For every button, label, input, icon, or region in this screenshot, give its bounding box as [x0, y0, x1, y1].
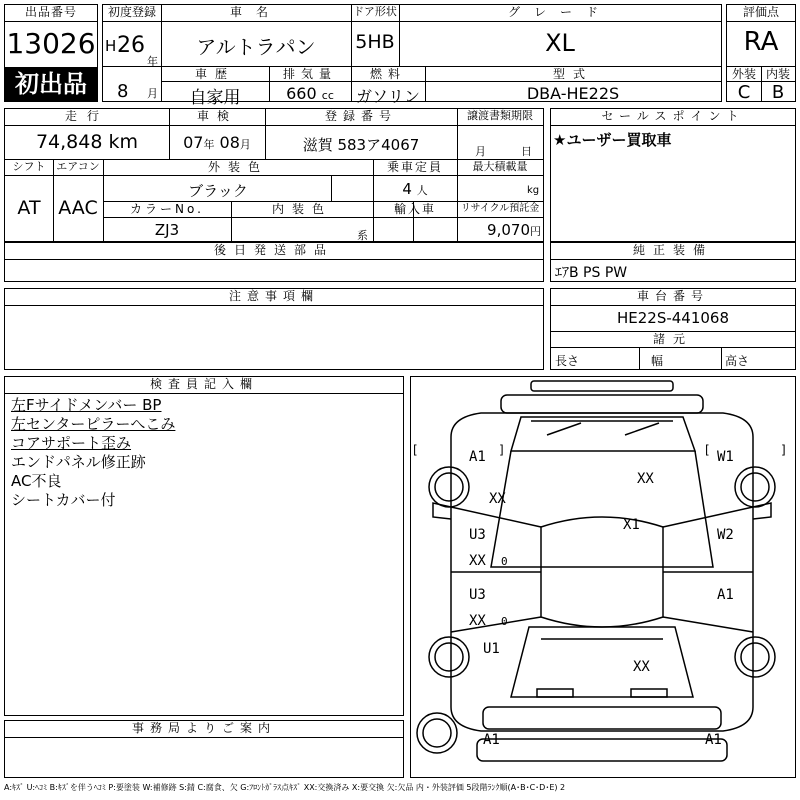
int-eval-label: 内装	[765, 67, 790, 81]
door-shape: 5HB	[355, 31, 395, 53]
capacity-unit: 人	[416, 184, 428, 197]
damage-front-left: A1	[469, 449, 486, 465]
air-conditioner: AAC	[58, 197, 98, 219]
inspector-label: 検査員記入欄	[149, 377, 258, 391]
damage-rear-right: A1	[705, 732, 722, 748]
mileage-value: 74,848	[35, 131, 103, 153]
int-color-unit: 系	[357, 229, 368, 242]
sales-point-box	[550, 108, 796, 242]
lot-number: 13026	[6, 27, 96, 60]
era: H	[105, 37, 117, 55]
inspector-note: エンドパネル修正跡	[11, 453, 146, 471]
grade-label: グレード	[507, 5, 612, 19]
ext-eval-label: 外装	[731, 67, 756, 81]
first-reg-label: 初度登録	[107, 5, 156, 19]
fuel-label: 燃料	[369, 67, 406, 81]
car-outline-drawing	[411, 377, 795, 777]
first-reg-month: 8	[117, 81, 129, 102]
displacement	[269, 84, 351, 103]
vehicle-header-box	[102, 4, 722, 108]
int-color-label: 内装色	[271, 202, 332, 216]
max-load-label: 最大積載量	[472, 160, 528, 173]
first-reg-year: 26	[117, 33, 145, 58]
equipment-label: 純正装備	[632, 243, 713, 257]
inspector-box	[4, 376, 404, 716]
sales-point-label: セールスポイント	[601, 109, 745, 123]
notes-label: 注意事項欄	[228, 289, 319, 303]
import-label: 輸入車	[393, 202, 436, 216]
spec-label: 諸元	[652, 332, 693, 346]
inspector-notes	[11, 396, 175, 510]
inspection-date	[169, 133, 265, 152]
capacity-value: 4	[402, 180, 412, 198]
damage-rear-left: A1	[483, 732, 500, 748]
damage-roof: X1	[623, 517, 640, 533]
int-eval: B	[771, 82, 785, 103]
ac-label: エアコン	[56, 160, 100, 173]
sales-point-text: ★ユーザー買取車	[553, 131, 672, 149]
color-number: ZJ3	[154, 221, 180, 239]
bracket-right-close: ]	[781, 443, 786, 457]
mileage	[5, 131, 169, 153]
displacement-unit: cc	[321, 89, 334, 102]
displacement-value: 660	[286, 84, 317, 103]
lot-number-box	[4, 4, 98, 102]
history-label: 車歴	[194, 67, 235, 81]
ext-eval: C	[737, 82, 751, 103]
equipment-box	[550, 242, 796, 282]
transfer-day-unit: 日	[521, 145, 532, 158]
recycle-fee	[457, 221, 543, 239]
damage-back-door: XX	[633, 659, 650, 675]
damage-left-rear-door-xx: XX	[469, 613, 486, 629]
inspection-label: 車検	[196, 109, 237, 123]
max-load-unit: kg	[527, 185, 540, 196]
grade: XL	[545, 29, 575, 57]
eval-score: RA	[743, 27, 779, 57]
bracket-left-close: ]	[499, 443, 504, 457]
shift: AT	[17, 197, 41, 219]
car-diagram	[410, 376, 796, 778]
inspector-note: 左Fサイドメンバー BP	[11, 396, 162, 414]
office-label: 事務局よりご案内	[131, 721, 276, 735]
recycle-value: 9,070	[487, 221, 530, 239]
detail-box	[4, 108, 544, 242]
registration-number: 滋賀 583ア4067	[302, 136, 420, 154]
door-label: ドア形状	[353, 5, 397, 18]
car-name-label: 車名	[229, 5, 282, 19]
capacity-label: 乗車定員	[386, 160, 443, 174]
capacity	[373, 180, 457, 198]
damage-left-front-fender: XX	[489, 491, 506, 507]
damage-front-right: W1	[717, 449, 734, 465]
recycle-label: リサイクル預託金	[460, 203, 540, 214]
inspector-note: コアサポート歪み	[11, 434, 132, 452]
height-label: 高さ	[725, 354, 750, 368]
exterior-color: ブラック	[188, 182, 248, 200]
later-parts-box	[4, 242, 544, 282]
insp-month-unit: 月	[239, 138, 251, 151]
damage-left-rear-fender: U1	[483, 641, 500, 657]
first-listing-badge: 初出品	[5, 67, 97, 101]
model-code: DBA-HE22S	[526, 84, 620, 103]
transfer-label: 譲渡書類期限	[467, 109, 533, 122]
transfer-month-unit: 月	[475, 145, 486, 158]
insp-year-unit: 年	[203, 138, 215, 151]
eval-label: 評価点	[742, 5, 779, 19]
mileage-unit: km	[108, 131, 139, 153]
lot-number-label: 出品番号	[24, 5, 77, 19]
equipment-text: ｴｱB PS PW	[555, 265, 628, 281]
car-name: アルトラパン	[196, 35, 316, 59]
vehicle-history: 自家用	[189, 88, 241, 108]
bracket-left-open: [	[413, 443, 418, 457]
ext-color-label: 外装色	[207, 160, 268, 174]
width-label: 幅	[651, 354, 664, 368]
fuel: ガソリン	[355, 87, 420, 106]
damage-right-rear-door: A1	[717, 587, 734, 603]
inspector-note: 左センターピラーへこみ	[11, 415, 176, 433]
damage-left-rear-door-code: U3	[469, 587, 486, 603]
damage-left-rear-door-zero: 0	[501, 615, 508, 628]
year-unit: 年	[147, 55, 158, 68]
chassis-number: HE22S-441068	[616, 309, 730, 327]
evaluation-box	[726, 4, 796, 102]
model-label: 型式	[552, 67, 593, 81]
chassis-box	[550, 288, 796, 370]
displacement-label: 排気量	[282, 67, 337, 81]
later-parts-label: 後日発送部品	[213, 243, 334, 257]
bracket-right-open: [	[705, 443, 710, 457]
legend-text: A:ｷｽﾞ U:ﾍｺﾐ B:ｷｽﾞを伴うﾍｺﾐ P:要塗装 W:補修跡 S:錆 C:腐食、欠 G:ﾌﾛﾝﾄｶﾞﾗｽ点ｷｽﾞ XX:交換済み X:要交換 欠:欠品 内・外装評価 5段階ﾗﾝｸ順(A･B･C･D･E) 2	[4, 783, 566, 792]
month-unit: 月	[147, 87, 158, 100]
recycle-unit: 円	[530, 225, 541, 238]
color-no-label: カラーNo.	[130, 202, 204, 216]
damage-left-front-door-xx: XX	[469, 553, 486, 569]
length-label: 長さ	[555, 354, 580, 368]
inspector-note: シートカバー付	[11, 491, 116, 509]
damage-left-front-door-code: U3	[469, 527, 486, 543]
damage-left-front-door-zero: 0	[501, 555, 508, 568]
mileage-label: 走行	[64, 109, 109, 123]
inspector-note: AC不良	[11, 472, 62, 490]
insp-year: 07	[183, 133, 204, 152]
chassis-label: 車台番号	[636, 289, 709, 303]
damage-hood: XX	[637, 471, 654, 487]
notes-box	[4, 288, 544, 370]
damage-right-front-door: W2	[717, 527, 734, 543]
office-box	[4, 720, 404, 778]
registration-label: 登録番号	[324, 109, 397, 123]
shift-label: シフト	[12, 160, 46, 173]
insp-month: 08	[219, 133, 240, 152]
